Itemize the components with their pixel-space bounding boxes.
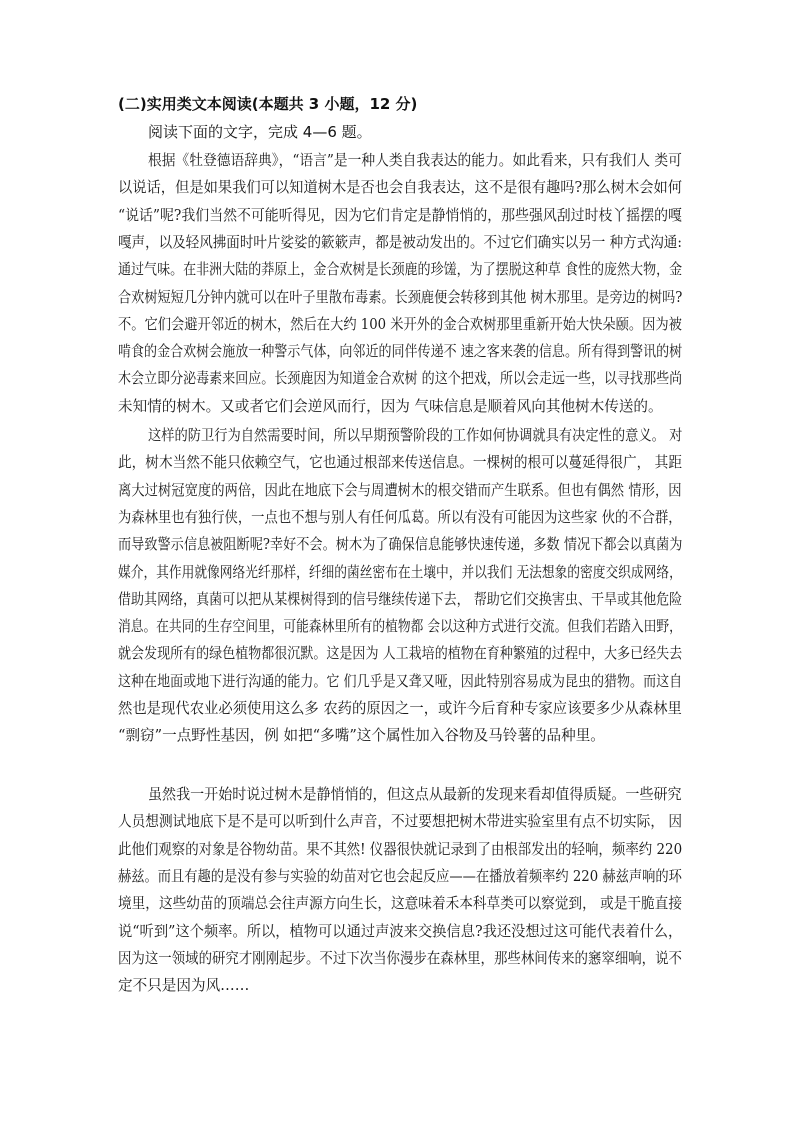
text-line: 而导致警示信息被阻断呢?幸好不会。树木为了确保信息能够快速传递，多数 情况下都会以真菌为: [118, 536, 683, 553]
text-line: 此，树木当然不能只依赖空气，它也通过根部来传送信息。一棵树的根可以蔓延得很广， 其距: [118, 454, 682, 471]
text-line: 根据《牡登德语辞典》，“语言”是一种人类自我表达的能力。如此看来，只有我们人 类可: [148, 152, 682, 169]
text-line: 人员想测试地底下是不是可以听到什么声音，不过要想把树木带进实验室里有点不切实际， 因: [118, 813, 682, 830]
text-line: 木会立即分泌毒素来回应。长颈鹿因为知道金合欢树 的这个把戏，所以会走远一些，以寻找那些尚: [118, 370, 683, 387]
text-line: 离大过树冠宽度的两倍，因此在地底下会与周遭树木的根交错而产生联系。但也有偶然 情形，因: [118, 482, 682, 499]
text-line: 说“听到”这个频率。所以，植物可以通过声波来交换信息?我还没想过这可能代表着什么，: [118, 923, 683, 940]
text-line: 啃食的金合欢树会施放一种警示气体，向邻近的同伴传递不 速之客来袭的信息。所有得到警讯的树: [118, 343, 683, 360]
text-line: 这样的防卫行为自然需要时间，所以早期预警阶段的工作如何协调就具有决定性的意义。 对: [148, 427, 683, 444]
text-line: 定不只是因为风……: [118, 977, 250, 994]
text-line: 然也是现代农业必须使用这么多 农药的原因之一，或许今后育种专家应该要多少从森林里: [118, 700, 682, 717]
section-title: (二)实用类文本阅读(本题共 3 小题，12 分): [118, 95, 418, 113]
text-line: “说话”呢?我们当然不可能听得见，因为它们肯定是静悄悄的，那些强风刮过时枝丫摇摆的嘎: [118, 207, 682, 224]
text-line: 通过气味。在非洲大陆的莽原上，金合欢树是长颈鹿的珍馐，为了摆脱这种草 食性的庞然大物，金: [118, 261, 683, 278]
text-line: “剽窃”一点野性基因，例 如把“多嘴”这个属性加入谷物及马铃薯的品种里。: [118, 727, 605, 744]
text-line: 此他们观察的对象是谷物幼苗。果不其然! 仪器很快就记录到了由根部发出的轻响，频率约 220: [118, 841, 683, 858]
text-line: 嘎声，以及轻风拂面时叶片娑娑的簌簌声，都是被动发出的。不过它们确实以另一 种方式沟通:: [118, 234, 682, 251]
text-line: 借助其网络，真菌可以把从某棵树得到的信号继续传递下去， 帮助它们交换害虫、干旱或其他危险: [118, 591, 683, 608]
text-line: 合欢树短短几分钟内就可以在叶子里散布毒素。长颈鹿便会转移到其他 树木那里。是旁边的树吗?: [118, 289, 683, 306]
text-line: 为森林里也有独行侠，一点也不想与别人有任何瓜葛。所以有没有可能因为这些家 伙的不合群，: [118, 509, 682, 526]
text-line: 就会发现所有的绿色植物都很沉默。这是因为 人工栽培的植物在育种繁殖的过程中，大多已经失去: [118, 645, 683, 662]
text-line: 未知情的树木。又或者它们会逆风而行，因为 气味信息是顺着风向其他树木传送的。: [118, 398, 663, 415]
text-line: 这种在地面或地下进行沟通的能力。它 们几乎是又聋又哑，因此特别容易成为昆虫的猎物。而这自: [118, 673, 683, 690]
text-line: 因为这一领域的研究才刚刚起步。不过下次当你漫步在森林里，那些林间传来的窸窣细响，说不: [118, 950, 682, 967]
text-line: 虽然我一开始时说过树木是静悄悄的，但这点从最新的发现来看却值得质疑。一些研究: [148, 786, 682, 803]
text-line: 境里，这些幼苗的顶端总会往声源方向生长，这意味着禾本科草类可以察觉到， 或是干脆直接: [118, 895, 682, 912]
text-line: 以说话，但是如果我们可以知道树木是否也会自我表达，这不是很有趣吗?那么树木会如何: [118, 179, 683, 196]
reading-instruction: 阅读下面的文字，完成 4—6 题。: [148, 123, 372, 141]
text-line: 媒介，其作用就像网络光纤那样，纤细的菌丝密布在土壤中，并以我们 无法想象的密度交织成网络，: [118, 564, 682, 581]
text-line: 消息。在共同的生存空间里，可能森林里所有的植物都 会以这种方式进行交流。但我们若踏入田野，: [118, 618, 682, 635]
text-line: 赫兹。而且有趣的是没有参与实验的幼苗对它也会起反应——在播放着频率约 220 赫兹声响的环: [118, 868, 682, 885]
text-line: 不。它们会避开邻近的树木，然后在大约 100 米开外的金合欢树那里重新开始大快朵颐。因为被: [118, 316, 682, 333]
